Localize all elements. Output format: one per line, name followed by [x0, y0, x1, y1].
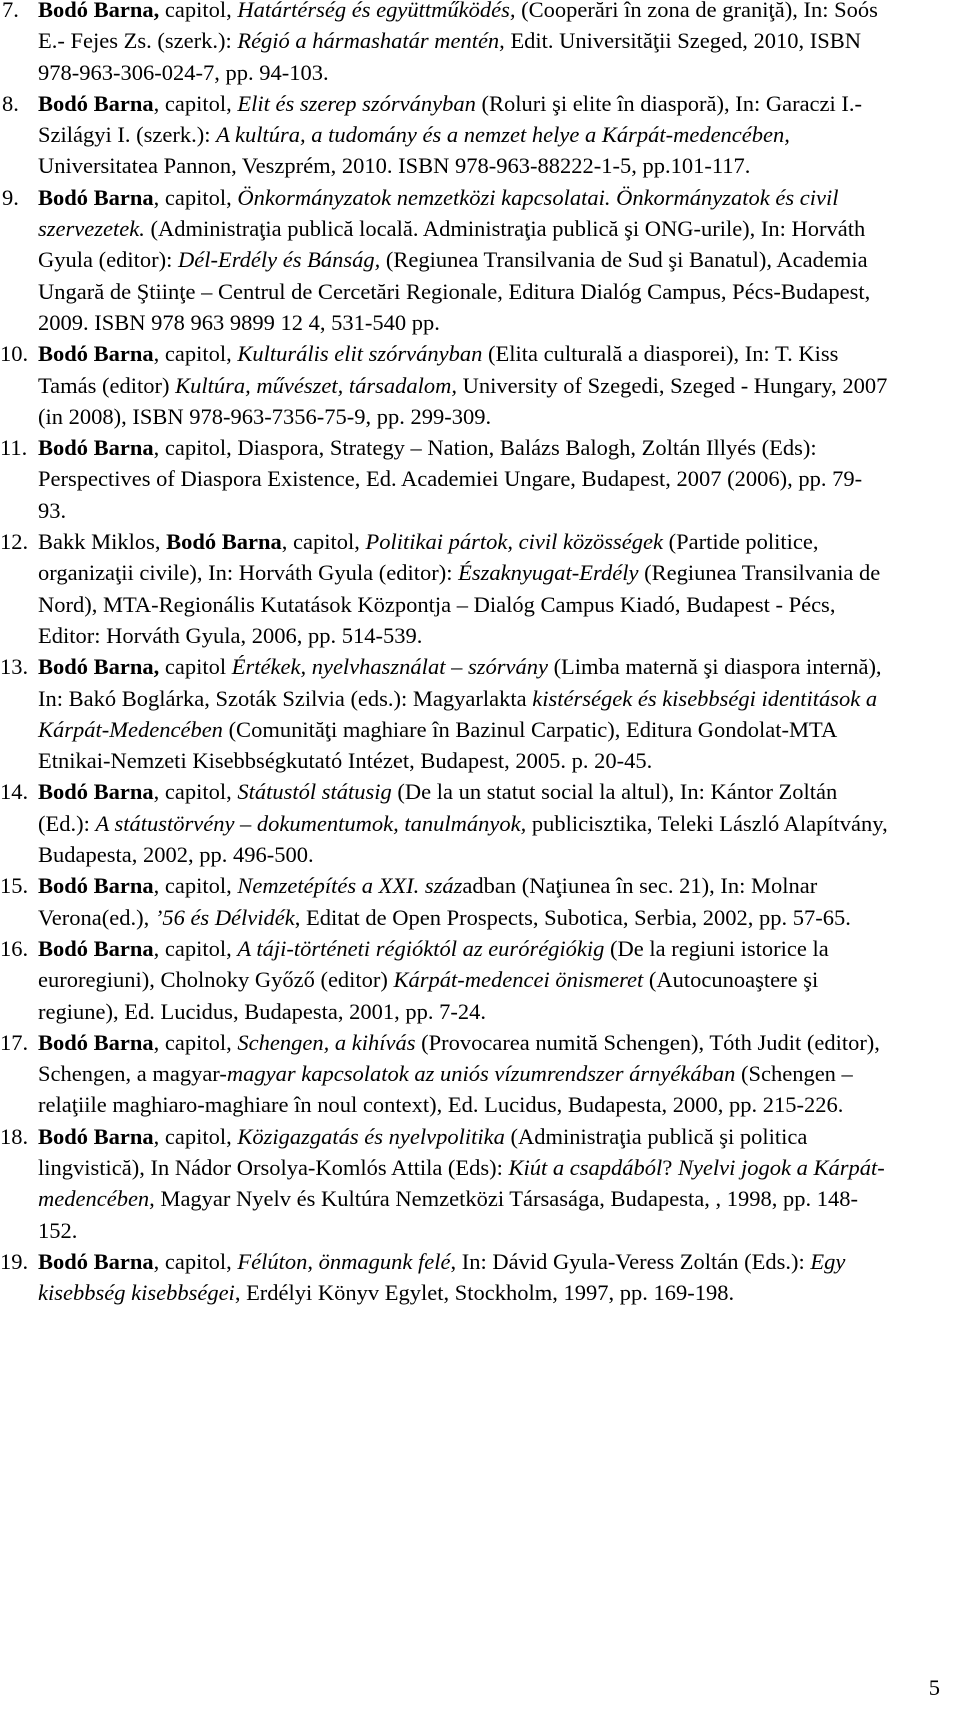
author-name: Bodó Barna	[166, 529, 282, 555]
entry-text	[38, 1124, 885, 1243]
author-name: Bodó Barna	[38, 184, 154, 210]
bibliography-entry	[0, 338, 890, 432]
bibliography-entry	[0, 651, 890, 776]
title-text: Félúton, önmagunk felé	[237, 1248, 451, 1274]
bibliography-entry	[0, 870, 890, 933]
entry-number: 18.	[0, 1123, 29, 1149]
title-text: Schengen, a kihívás	[237, 1029, 416, 1055]
citation-text: Edit. Universităţii Szeged, 2010, ISBN 978-963-306-024-7, pp. 94-103.	[38, 28, 862, 85]
title-text: Kiút a csapdából	[508, 1154, 663, 1180]
title-text: Nyelvi jogok a Kárpát-medencében,	[38, 1154, 885, 1212]
citation-text: (De la regiuni istorice la euroregiuni), Cholnoky Győző (editor)	[38, 935, 829, 993]
entry-number: 8.	[2, 90, 19, 116]
citation-text: , capitol,	[153, 779, 238, 805]
bibliography-entry	[0, 526, 890, 651]
citation-text: publicisztika, Teleki László Alapítvány, Budapesta, 2002, pp. 496-500.	[38, 810, 888, 868]
title-text: Önkormányzatok nemzetközi kapcsolatai. Önkormányzatok és civil szervezetek.	[38, 184, 839, 242]
title-text: Státustól státusig	[237, 779, 392, 805]
entry-number: 17.	[0, 1029, 29, 1055]
citation-text: (Partide politice, organizaţii civile), In: Horváth Gyula (editor):	[38, 529, 819, 586]
author-name: Bodó Barna	[38, 779, 154, 805]
citation-text: capitol,	[159, 0, 238, 22]
citation-text: , Editat de Open Prospects, Subotica, Serbia, 2002, pp. 57-65.	[294, 904, 851, 930]
citation-text: , capitol,	[153, 90, 238, 116]
title-text: Kárpát-medencei önismeret	[393, 967, 644, 993]
citation-text: , capitol,	[153, 184, 238, 210]
citation-text: , capitol,	[153, 873, 238, 899]
citation-text: (Administraţia publică locală. Administraţia publică şi ONG-urile), In: Horváth Gyula (editor):	[38, 216, 866, 273]
citation-text: University of Szegedi, Szeged - Hungary, 2007 (in 2008), ISBN 978-963-7356-75-9, pp. 299-309.	[38, 372, 888, 429]
title-text: Nemzetépítés a XXI. száz	[237, 873, 463, 899]
entry-number: 13.	[0, 654, 29, 680]
bibliography-entry	[0, 1121, 890, 1246]
bibliography-entry	[0, 432, 890, 526]
citation-text: (Regiunea Transilvania de Nord), MTA-Regionális Kutatások Központja – Dialóg Campus Kiadó, Budapest - Pécs, Editor: Horváth Gyula, 2006, pp. 514-539.	[38, 560, 881, 648]
citation-text: , Erdélyi Könyv Egylet, Stockholm, 1997, pp. 169-198.	[234, 1280, 735, 1306]
citation-text: capitol	[159, 654, 232, 680]
title-text: Elit és szerep szórványban	[237, 90, 476, 116]
bibliography-entry	[0, 933, 890, 1027]
citation-text: (Roluri şi elite în diasporă), In: Garaczi I.- Szilágyi I. (szerk.):	[38, 90, 863, 148]
entry-number: 11.	[0, 435, 28, 461]
entry-text	[38, 0, 878, 85]
citation-text: , capitol,	[153, 1029, 238, 1055]
citation-text: (Administraţia publică şi politica lingvistică), In Nádor Orsolya-Komlós Attila (Eds):	[38, 1123, 808, 1180]
entry-text	[38, 529, 880, 648]
bibliography-entry	[0, 1246, 890, 1309]
bibliography-entry	[0, 88, 890, 182]
citation-text: (Elita culturală a diasporei), In: T. Kiss Tamás (editor)	[38, 341, 839, 398]
title-text: Határtérség és együttműködés,	[237, 0, 516, 22]
citation-text: (Schengen – relaţiile maghiaro-maghiare în noul context), Ed. Lucidus, Budapesta, 2000, pp. 215-226.	[38, 1061, 853, 1118]
entry-number: 9.	[2, 184, 19, 210]
author-name: Bodó Barna	[38, 341, 154, 367]
entry-text	[38, 1030, 880, 1118]
title-text: Dél-Erdély és Bánság,	[177, 247, 381, 273]
author-name: Bodó Barna	[38, 90, 154, 116]
entry-text	[38, 779, 888, 867]
title-text: Egy kisebbség kisebbségei	[38, 1248, 846, 1306]
author-name: Bodó Barna	[38, 1123, 154, 1149]
title-text: A státustörvény – dokumentumok, tanulmányok,	[95, 810, 527, 836]
title-text: Északnyugat-Erdély	[458, 560, 639, 586]
entry-text	[38, 435, 862, 523]
citation-text: Magyar Nyelv és Kultúra Nemzetközi Társasága, Budapesta, , 1998, pp. 148-152.	[38, 1186, 858, 1243]
bibliography-entry	[0, 1027, 890, 1121]
citation-text: , capitol,	[153, 935, 238, 961]
citation-text: (Comunităţi maghiare în Bazinul Carpatic), Editura Gondolat-MTA Etnikai-Nemzeti Kisebbségkutató Intézet, Budapest, 2005. p. 20-45.	[38, 716, 836, 774]
title-text: kistérségek és kisebbségi identitások a Kárpát-Medencében	[38, 685, 878, 742]
author-name: Bodó Barna,	[38, 0, 160, 22]
citation-text: Universitatea Pannon, Veszprém, 2010. ISBN 978-963-88222-1-5, pp.101-117.	[38, 153, 751, 179]
entry-number: 19.	[0, 1248, 29, 1274]
title-text: A kultúra, a tudomány és a nemzet helye a Kárpát-medencében,	[216, 122, 790, 148]
entry-text	[38, 341, 887, 429]
author-name: Bodó Barna	[38, 873, 154, 899]
citation-text: , capitol,	[153, 1248, 238, 1274]
author-name: Bodó Barna	[38, 935, 154, 961]
entry-number: 15.	[0, 873, 29, 899]
citation-text: , capitol, Diaspora, Strategy – Nation, Balázs Balogh, Zoltán Illyés (Eds): Perspectives of Diaspora Existence, Ed. Academiei Ungare, Budapest, 2007 (2006), pp. 79-93.	[38, 435, 863, 523]
entry-text	[38, 91, 862, 179]
citation-text: (Autocunoaştere şi regiune), Ed. Lucidus, Budapesta, 2001, pp. 7-24.	[38, 967, 819, 1024]
author-name: Bodó Barna	[38, 1029, 154, 1055]
title-text: Kulturális elit szórványban	[237, 341, 483, 367]
entry-text	[38, 873, 851, 929]
title-text: Régió a hármashatár mentén,	[237, 28, 505, 54]
citation-text: Bakk Miklos,	[38, 529, 167, 555]
title-text: magyar kapcsolatok az uniós vízumrendszer árnyékában	[226, 1061, 736, 1087]
title-text: Értékek, nyelvhasználat – szórvány	[231, 654, 548, 680]
citation-text: , capitol,	[153, 1123, 238, 1149]
entry-text	[38, 185, 870, 335]
entry-number: 16.	[0, 935, 29, 961]
entry-number: 12.	[0, 529, 29, 555]
title-text: Kultúra, művészet, társadalom,	[175, 372, 458, 398]
entry-text	[38, 654, 882, 773]
citation-text: , In: Dávid Gyula-Veress Zoltán (Eds.):	[450, 1248, 811, 1274]
citation-text: (De la un statut social la altul), In: Kántor Zoltán (Ed.):	[38, 779, 838, 836]
page-number: 5	[928, 1674, 940, 1700]
author-name: Bodó Barna	[38, 435, 154, 461]
entry-text	[38, 1249, 845, 1305]
entry-number: 7.	[2, 0, 19, 22]
citation-text: (Regiunea Transilvania de Sud şi Banatul), Academia Ungară de Ştiinţe – Centrul de Cercetări Regionale, Editura Dialóg Campus, Pécs-Budapest, 2009. ISBN 978 963 9899 12 4, 531-540 pp.	[38, 247, 871, 335]
bibliography-entry	[0, 776, 890, 870]
author-name: Bodó Barna,	[38, 654, 160, 680]
citation-text: (Cooperări în zona de graniţă), In: Soós E.- Fejes Zs. (szerk.):	[38, 0, 878, 54]
entry-number: 10.	[0, 341, 29, 367]
citation-text: ?	[662, 1154, 678, 1180]
title-text: ’56 és Délvidék	[154, 904, 295, 930]
citation-text: adban (Naţiunea în sec. 21), In: Molnar Verona(ed.),	[38, 873, 818, 930]
entry-text	[38, 936, 829, 1024]
bibliography-entry	[0, 182, 890, 338]
entry-number: 14.	[0, 779, 29, 805]
title-text: Közigazgatás és nyelvpolitika	[237, 1123, 505, 1149]
citation-text: , capitol,	[281, 529, 366, 555]
author-name: Bodó Barna	[38, 1248, 154, 1274]
title-text: Politikai pártok, civil közösségek	[365, 529, 663, 555]
citation-text: , capitol,	[153, 341, 238, 367]
title-text: A táji-történeti régióktól az eurórégiókig	[237, 935, 605, 961]
bibliography-entry	[0, 0, 890, 88]
citation-text: (Limba maternă şi diaspora internă), In: Bakó Boglárka, Szoták Szilvia (eds.): Magyarlakta	[38, 654, 882, 711]
citation-text: (Provocarea numită Schengen), Tóth Judit (editor), Schengen, a magyar-	[38, 1029, 880, 1087]
